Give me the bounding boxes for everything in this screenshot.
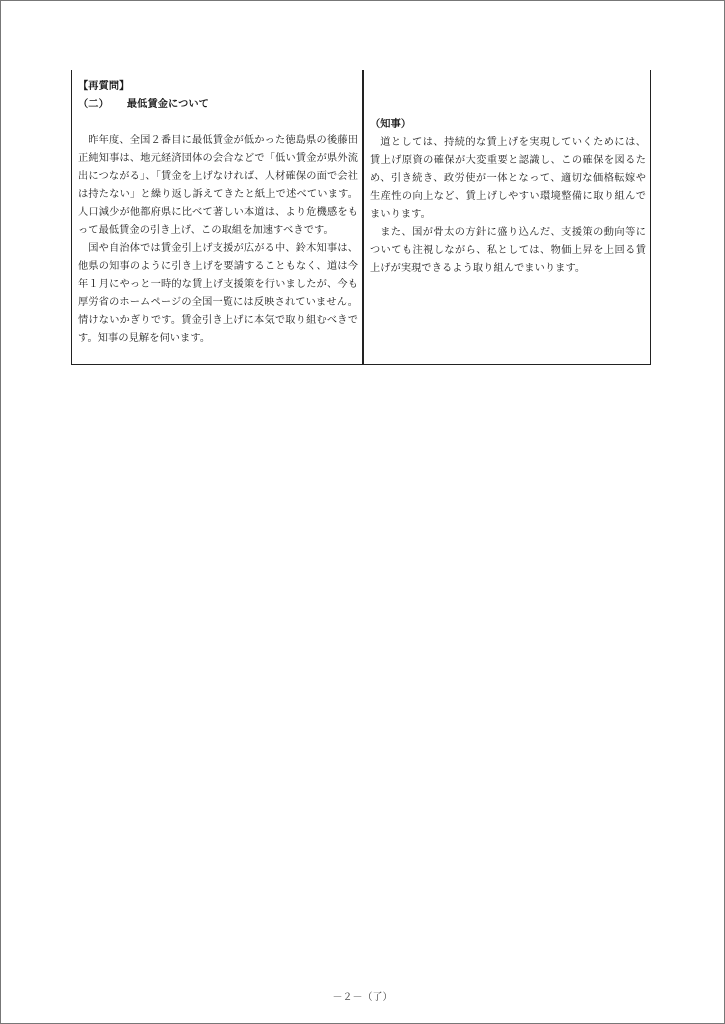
question-paragraph: 昨年度、全国２番目に最低賃金が低かった徳島県の後藤田正純知事は、地元経済団体の会合などで「低い賃金が県外流出につながる」、「賃金を上げなければ、人材確保の面で会社は持たない」と繰り返し訴えてきたと紙上で述べています。人口減少が他都府県に比べて著しい本道は、より危機感をもって最低賃金の引き上げ、この取組を加速すべきです。 [78, 135, 358, 236]
section-heading: 【再質問】 [78, 81, 130, 92]
answer-paragraph: また、国が骨太の方針に盛り込んだ、支援策の動向等についても注視しながら、私としては、物価上昇を上回る賃上げが実現できるよう取り組んでまいります。 [370, 227, 646, 274]
question-paragraph: 国や自治体では賃金引上げ支援が広がる中、鈴木知事は、他県の知事のように引き上げを要請することもなく、道は今年１月にやっと一時的な賃上げ支援策を行いましたが、今も厚労省のホームページの全国一覧には反映されていません。情けないかぎりです。賃金引き上げに本気で取り組むべきです。知事の見解を伺います。 [78, 243, 358, 344]
answer-paragraph: 道としては、持続的な賃上げを実現していくためには、賃上げ原資の確保が大変重要と認識し、この確保を図るため、引き続き、政労使が一体となって、適切な価格転嫁や生産性の向上など、賃上げしやすい環境整備に取り組んでまいります。 [370, 137, 646, 220]
answer-speaker: （知事） [370, 119, 412, 130]
question-column [78, 78, 358, 348]
page-number: －２－（了） [332, 992, 393, 1003]
answer-column [370, 116, 646, 278]
subsection-number: （二） [78, 99, 109, 110]
column-divider [362, 70, 364, 364]
spacer [78, 124, 358, 132]
subsection-heading [78, 96, 358, 114]
subsection-title: 最低賃金について [126, 99, 209, 110]
question-answer-table [71, 70, 651, 365]
